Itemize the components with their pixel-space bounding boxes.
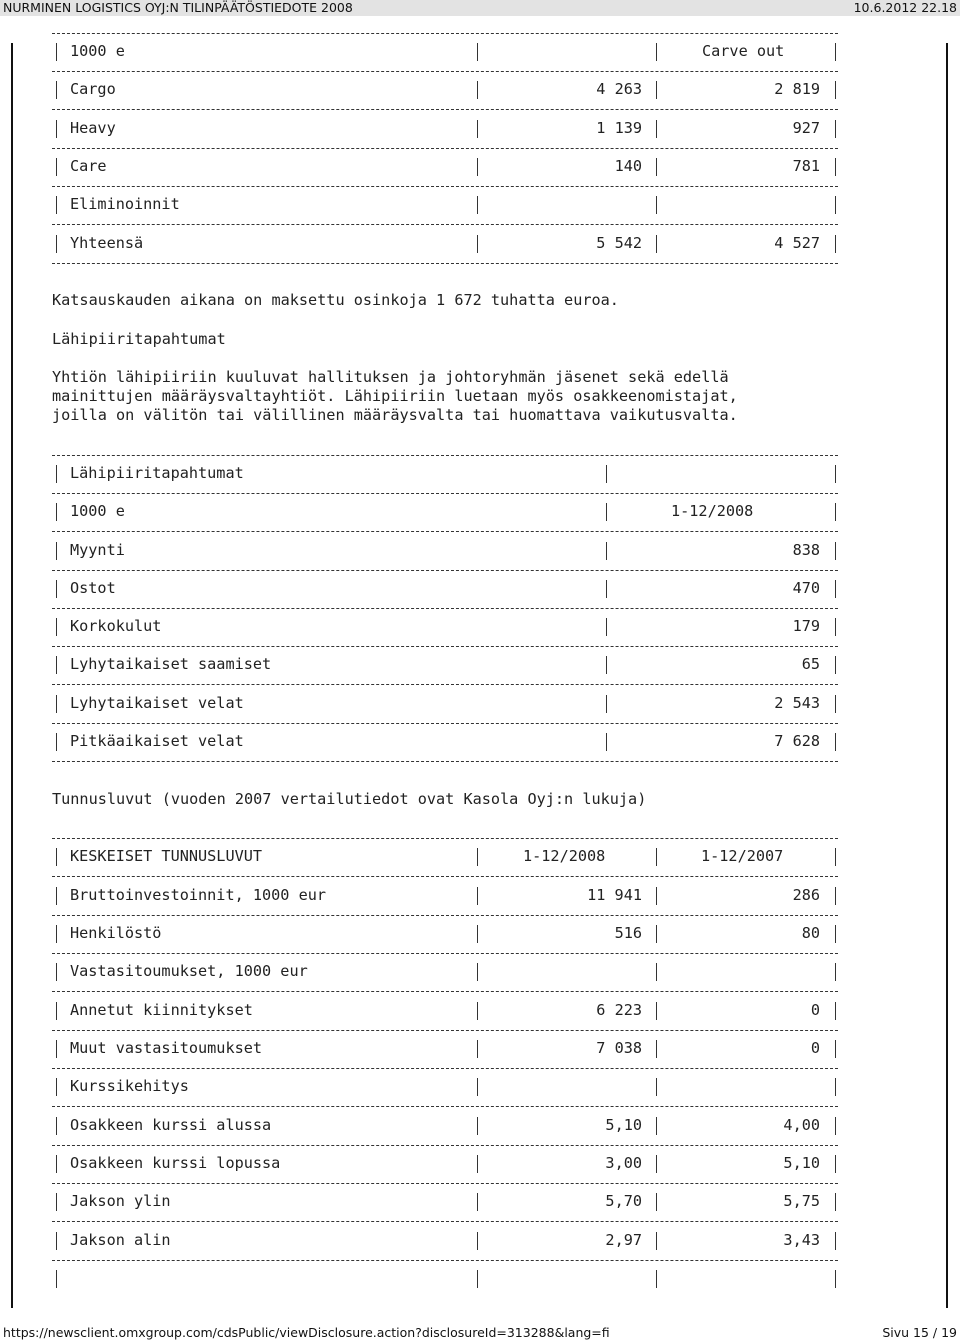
cell-border bbox=[835, 1002, 836, 1020]
table-cell-label: Henkilöstö bbox=[70, 924, 162, 942]
table-cell-label: Bruttoinvestoinnit, 1000 eur bbox=[70, 886, 327, 904]
cell-border bbox=[606, 618, 607, 636]
table-cell-label: KESKEISET TUNNUSLUVUT bbox=[70, 847, 263, 865]
paragraph-line: Yhtiön lähipiiriin kuuluvat hallituksen ja johtoryhmän jäsenet sekä edellä bbox=[52, 368, 729, 386]
table-rule bbox=[52, 838, 838, 839]
cell-border bbox=[835, 1117, 836, 1135]
table-rule bbox=[52, 684, 838, 685]
table-cell-label: Jakson alin bbox=[70, 1231, 171, 1249]
right-margin-line bbox=[946, 43, 948, 1308]
table-rule bbox=[52, 493, 838, 494]
table-rule bbox=[52, 455, 838, 456]
table-column-header: 1-12/2008 bbox=[671, 502, 754, 520]
table-cell-label: Lähipiiritapahtumat bbox=[70, 464, 244, 482]
table-rule bbox=[52, 570, 838, 571]
cell-border bbox=[835, 580, 836, 598]
cell-border bbox=[656, 887, 657, 905]
table-cell-value: 7 038 bbox=[596, 1039, 642, 1057]
cell-border bbox=[477, 196, 478, 214]
table-cell-value: 4 527 bbox=[774, 234, 820, 252]
cell-border bbox=[56, 1002, 57, 1020]
table-rule bbox=[52, 1068, 838, 1069]
dividends-text: Katsauskauden aikana on maksettu osinkoja 1 672 tuhatta euroa. bbox=[52, 291, 619, 309]
cell-border bbox=[835, 43, 836, 61]
cell-border bbox=[56, 1040, 57, 1058]
table-cell-value: 781 bbox=[792, 157, 820, 175]
table-cell-label: Jakson ylin bbox=[70, 1192, 171, 1210]
table-cell-label: Cargo bbox=[70, 80, 116, 98]
table-cell-label: Heavy bbox=[70, 119, 116, 137]
print-footer bbox=[0, 1325, 960, 1341]
cell-border bbox=[835, 1232, 836, 1250]
cell-border bbox=[656, 81, 657, 99]
cell-border bbox=[56, 963, 57, 981]
table-rule bbox=[52, 1106, 838, 1107]
table-cell-label: Kurssikehitys bbox=[70, 1077, 189, 1095]
cell-border bbox=[835, 733, 836, 751]
cell-border bbox=[835, 925, 836, 943]
table-cell-value: 5,10 bbox=[783, 1154, 820, 1172]
table-rule bbox=[52, 109, 838, 110]
cell-border bbox=[656, 1078, 657, 1096]
table-cell-value: 65 bbox=[801, 655, 820, 673]
cell-border bbox=[56, 1078, 57, 1096]
table-rule bbox=[52, 608, 838, 609]
cell-border bbox=[606, 580, 607, 598]
cell-border bbox=[835, 963, 836, 981]
cell-border bbox=[835, 1040, 836, 1058]
cell-border bbox=[477, 1270, 478, 1288]
page-number: Sivu 15 / 19 bbox=[882, 1325, 957, 1340]
table-cell-value: 4,00 bbox=[783, 1116, 820, 1134]
document-title: NURMINEN LOGISTICS OYJ:N TILINPÄÄTÖSTIEDOTE 2008 bbox=[3, 0, 353, 15]
print-datetime: 10.6.2012 22.18 bbox=[853, 0, 957, 15]
cell-border bbox=[656, 120, 657, 138]
cell-border bbox=[835, 196, 836, 214]
table-cell-value: 11 941 bbox=[587, 886, 642, 904]
table-cell-label: Ostot bbox=[70, 579, 116, 597]
table-rule bbox=[52, 915, 838, 916]
table-cell-value: 0 bbox=[810, 1039, 820, 1057]
cell-border bbox=[656, 158, 657, 176]
cell-border bbox=[835, 503, 836, 521]
cell-border bbox=[477, 1040, 478, 1058]
table-cell-value: 3,00 bbox=[605, 1154, 642, 1172]
table-rule bbox=[52, 723, 838, 724]
table-cell-value: 5 542 bbox=[596, 234, 642, 252]
table-rule bbox=[52, 531, 838, 532]
cell-border bbox=[606, 733, 607, 751]
cell-border bbox=[656, 43, 657, 61]
table-cell-value: 7 628 bbox=[774, 732, 820, 750]
table-cell-value: 1 139 bbox=[596, 119, 642, 137]
paragraph-line: mainittujen määräysvaltayhtiöt. Lähipiiriin luetaan myös osakkeenomistajat, bbox=[52, 387, 738, 405]
table-rule bbox=[52, 1221, 838, 1222]
cell-border bbox=[656, 963, 657, 981]
table-rule bbox=[52, 646, 838, 647]
table-cell-value: 80 bbox=[801, 924, 820, 942]
cell-border bbox=[56, 120, 57, 138]
cell-border bbox=[477, 1078, 478, 1096]
table-cell-label: Osakkeen kurssi alussa bbox=[70, 1116, 272, 1134]
cell-border bbox=[477, 1193, 478, 1211]
table-cell-value: 3,43 bbox=[783, 1231, 820, 1249]
table-cell-label: Vastasitoumukset, 1000 eur bbox=[70, 962, 308, 980]
section-heading: Lähipiiritapahtumat bbox=[52, 330, 226, 348]
paragraph-line: joilla on välitön tai välillinen määräysvalta tai huomattava vaikutusvalta. bbox=[52, 406, 738, 424]
cell-border bbox=[477, 81, 478, 99]
cell-border bbox=[606, 503, 607, 521]
table-cell-value: 5,75 bbox=[783, 1192, 820, 1210]
table-cell-label: Pitkäaikaiset velat bbox=[70, 732, 244, 750]
cell-border bbox=[656, 1117, 657, 1135]
table-rule bbox=[52, 761, 838, 762]
cell-border bbox=[835, 1270, 836, 1288]
table-cell-label: Annetut kiinnitykset bbox=[70, 1001, 253, 1019]
cell-border bbox=[835, 120, 836, 138]
cell-border bbox=[477, 887, 478, 905]
cell-border bbox=[56, 43, 57, 61]
cell-border bbox=[477, 1155, 478, 1173]
table-cell-value: 0 bbox=[810, 1001, 820, 1019]
cell-border bbox=[656, 1155, 657, 1173]
cell-border bbox=[477, 963, 478, 981]
table-rule bbox=[52, 71, 838, 72]
cell-border bbox=[835, 695, 836, 713]
table-rule bbox=[52, 876, 838, 877]
table-cell-value: 140 bbox=[614, 157, 642, 175]
cell-border bbox=[835, 542, 836, 560]
cell-border bbox=[835, 465, 836, 483]
cell-border bbox=[56, 235, 57, 253]
cell-border bbox=[477, 158, 478, 176]
cell-border bbox=[656, 1040, 657, 1058]
cell-border bbox=[656, 1270, 657, 1288]
cell-border bbox=[656, 1002, 657, 1020]
table-cell-value: 927 bbox=[792, 119, 820, 137]
table-column-header: 1-12/2008 bbox=[523, 847, 606, 865]
cell-border bbox=[56, 733, 57, 751]
cell-border bbox=[835, 1193, 836, 1211]
table-cell-label: Eliminoinnit bbox=[70, 195, 180, 213]
cell-border bbox=[56, 465, 57, 483]
table-cell-value: 5,10 bbox=[605, 1116, 642, 1134]
cell-border bbox=[656, 235, 657, 253]
table-rule bbox=[52, 991, 838, 992]
cell-border bbox=[56, 542, 57, 560]
table-cell-value: 4 263 bbox=[596, 80, 642, 98]
cell-border bbox=[835, 848, 836, 866]
cell-border bbox=[606, 695, 607, 713]
cell-border bbox=[477, 925, 478, 943]
cell-border bbox=[56, 925, 57, 943]
table-rule bbox=[52, 33, 838, 34]
cell-border bbox=[56, 656, 57, 674]
table-rule bbox=[52, 953, 838, 954]
table-rule bbox=[52, 1030, 838, 1031]
cell-border bbox=[835, 656, 836, 674]
cell-border bbox=[56, 1270, 57, 1288]
cell-border bbox=[56, 81, 57, 99]
table-cell-label: Lyhytaikaiset velat bbox=[70, 694, 244, 712]
table-cell-value: 470 bbox=[792, 579, 820, 597]
table-cell-value: 5,70 bbox=[605, 1192, 642, 1210]
table-cell-label: 1000 e bbox=[70, 42, 125, 60]
cell-border bbox=[477, 1117, 478, 1135]
table-rule bbox=[52, 186, 838, 187]
table-column-header: 1-12/2007 bbox=[701, 847, 784, 865]
table-cell-value: 179 bbox=[792, 617, 820, 635]
table-rule bbox=[52, 1145, 838, 1146]
cell-border bbox=[606, 656, 607, 674]
cell-border bbox=[56, 1155, 57, 1173]
table-cell-label: Muut vastasitoumukset bbox=[70, 1039, 263, 1057]
cell-border bbox=[835, 158, 836, 176]
table-cell-label: Myynti bbox=[70, 541, 125, 559]
cell-border bbox=[56, 695, 57, 713]
cell-border bbox=[656, 1193, 657, 1211]
cell-border bbox=[606, 542, 607, 560]
table-cell-label: Yhteensä bbox=[70, 234, 144, 252]
section-heading: Tunnusluvut (vuoden 2007 vertailutiedot ovat Kasola Oyj:n lukuja) bbox=[52, 790, 647, 808]
table-column-header: Carve out bbox=[702, 42, 785, 60]
cell-border bbox=[835, 235, 836, 253]
cell-border bbox=[835, 887, 836, 905]
cell-border bbox=[477, 1002, 478, 1020]
cell-border bbox=[56, 848, 57, 866]
table-cell-label: Care bbox=[70, 157, 107, 175]
cell-border bbox=[656, 925, 657, 943]
cell-border bbox=[56, 887, 57, 905]
cell-border bbox=[56, 1193, 57, 1211]
table-cell-label: 1000 e bbox=[70, 502, 125, 520]
cell-border bbox=[56, 1232, 57, 1250]
cell-border bbox=[835, 618, 836, 636]
table-cell-value: 2 543 bbox=[774, 694, 820, 712]
table-cell-value: 516 bbox=[614, 924, 642, 942]
cell-border bbox=[477, 235, 478, 253]
table-rule bbox=[52, 1183, 838, 1184]
cell-border bbox=[56, 196, 57, 214]
table-rule bbox=[52, 224, 838, 225]
table-cell-label: Korkokulut bbox=[70, 617, 162, 635]
cell-border bbox=[656, 848, 657, 866]
table-rule bbox=[52, 263, 838, 264]
cell-border bbox=[606, 465, 607, 483]
table-rule bbox=[52, 148, 838, 149]
cell-border bbox=[477, 848, 478, 866]
table-rule bbox=[52, 1260, 838, 1261]
cell-border bbox=[835, 1155, 836, 1173]
table-cell-label: Lyhytaikaiset saamiset bbox=[70, 655, 272, 673]
print-header bbox=[0, 0, 960, 16]
cell-border bbox=[56, 618, 57, 636]
table-cell-value: 6 223 bbox=[596, 1001, 642, 1019]
cell-border bbox=[56, 503, 57, 521]
table-cell-value: 286 bbox=[792, 886, 820, 904]
cell-border bbox=[835, 1078, 836, 1096]
table-cell-value: 2,97 bbox=[605, 1231, 642, 1249]
table-cell-value: 838 bbox=[792, 541, 820, 559]
cell-border bbox=[656, 196, 657, 214]
cell-border bbox=[477, 1232, 478, 1250]
table-cell-value: 2 819 bbox=[774, 80, 820, 98]
cell-border bbox=[835, 81, 836, 99]
cell-border bbox=[56, 158, 57, 176]
cell-border bbox=[656, 1232, 657, 1250]
left-margin-line bbox=[11, 43, 13, 1308]
table-cell-label: Osakkeen kurssi lopussa bbox=[70, 1154, 281, 1172]
cell-border bbox=[56, 1117, 57, 1135]
page-url: https://newsclient.omxgroup.com/cdsPublic/viewDisclosure.action?disclosureId=313288&lang=fi bbox=[3, 1325, 610, 1340]
cell-border bbox=[56, 580, 57, 598]
cell-border bbox=[477, 43, 478, 61]
cell-border bbox=[477, 120, 478, 138]
